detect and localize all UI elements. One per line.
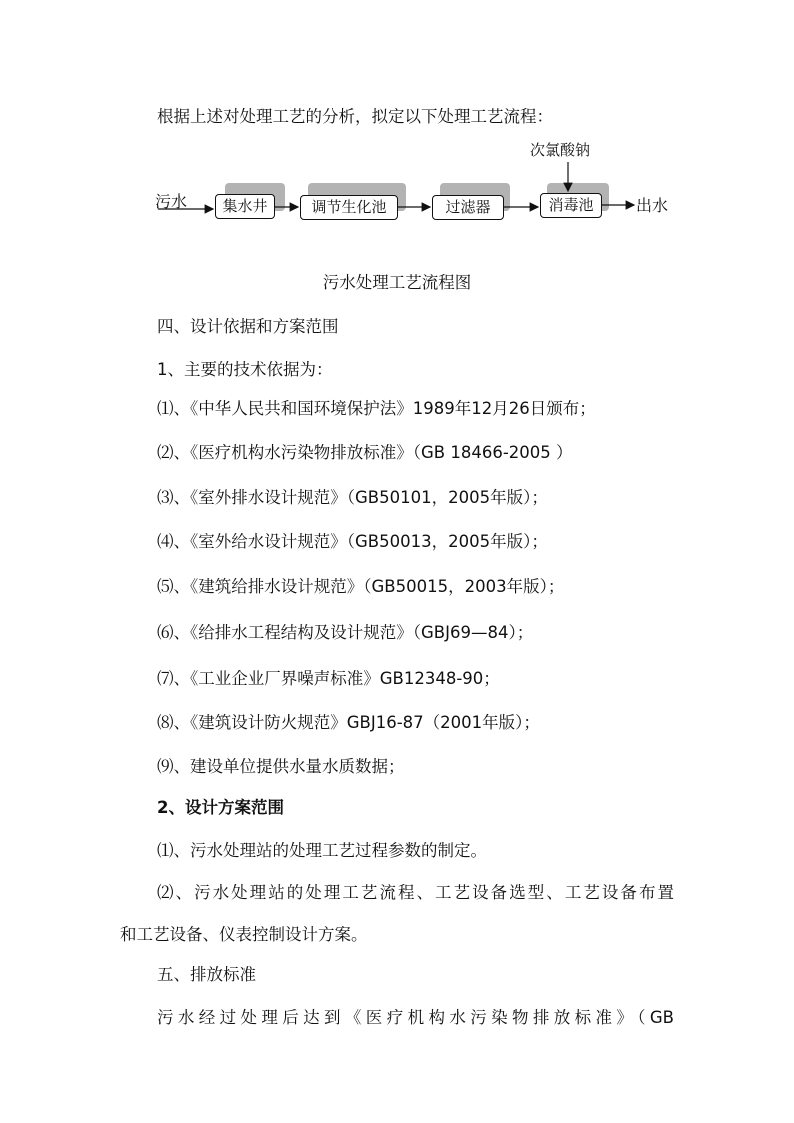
reference-item: ⑺、《工业企业厂界噪声标准》GB12348-90； (157, 669, 500, 688)
scope-item: ⑴、污水处理站的处理工艺过程参数的制定。 (157, 841, 487, 860)
scope-item-continuation: 和工艺设备、仪表控制设计方案。 (120, 925, 368, 944)
diagram-caption: 污水处理工艺流程图 (322, 273, 472, 292)
section4-heading: 四、设计依据和方案范围 (157, 317, 339, 336)
reference-item: ⑵、《医疗机构水污染物排放标准》（GB 18466-2005 ） (157, 443, 573, 462)
stage-regulating-biochemical-tank: 调节生化池 (300, 195, 398, 220)
subsection1-heading: 1、主要的技术依据为： (157, 360, 333, 379)
section5-heading: 五、排放标准 (157, 965, 256, 984)
chemical-label: 次氯酸钠 (530, 141, 591, 159)
input-label: 污水 (155, 192, 188, 211)
stage-disinfection-tank: 消毒池 (540, 193, 602, 218)
process-flow-diagram (150, 135, 710, 235)
section5-paragraph: 污水经过处理后达到《医疗机构水污染物排放标准》（GB (157, 1008, 674, 1027)
scope-item: ⑵、污水处理站的处理工艺流程、工艺设备选型、工艺设备布置 (157, 883, 674, 902)
reference-item: ⑴、《中华人民共和国环境保护法》1989年12月26日颁布； (157, 399, 596, 418)
reference-item: ⑶、《室外排水设计规范》（GB50101，2005年版）； (157, 488, 548, 507)
output-label: 出水 (636, 196, 669, 215)
reference-item: ⑻、《建筑设计防火规范》GBJ16-87（2001年版）； (157, 713, 540, 732)
reference-item: ⑹、《给排水工程结构及设计规范》（GBJ69—84）； (157, 623, 534, 642)
stage-collection-well: 集水井 (215, 194, 275, 219)
stage-filter: 过滤器 (432, 195, 504, 220)
reference-item: ⑼、建设单位提供水量水质数据； (157, 757, 405, 776)
intro-paragraph: 根据上述对处理工艺的分析，拟定以下处理工艺流程： (157, 107, 553, 126)
reference-item: ⑷、《室外给水设计规范》（GB50013，2005年版）； (157, 532, 548, 551)
flow-arrows (150, 135, 710, 235)
subsection2-heading: 2、设计方案范围 (157, 798, 284, 817)
reference-item: ⑸、《建筑给排水设计规范》（GB50015，2003年版）； (157, 577, 565, 596)
